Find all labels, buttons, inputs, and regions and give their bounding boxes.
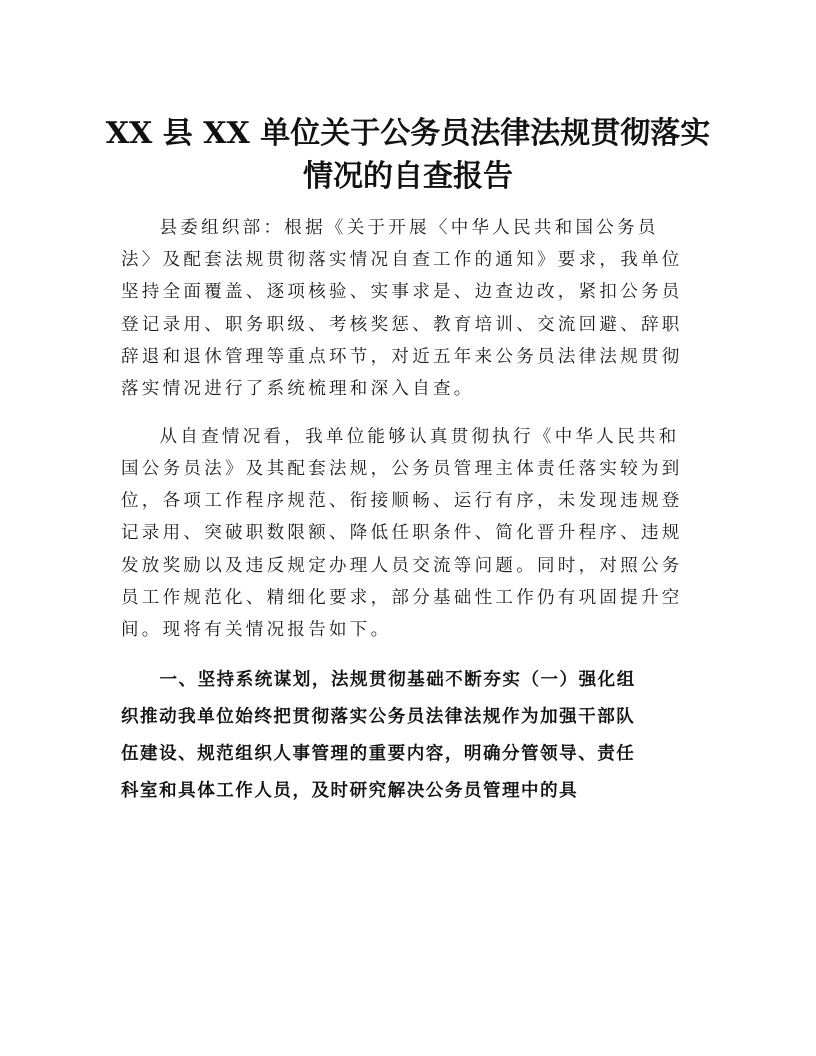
paragraph-line: 间。现将有关情况报告如下。 — [121, 619, 392, 640]
title-line-1: XX 县 XX 单位关于公务员法律法规贯彻落实 — [105, 116, 711, 151]
section-line: 伍建设、规范组织人事管理的重要内容，明确分管领导、责任 — [121, 743, 636, 764]
section-line: 科室和具体工作人员，及时研究解决公务员管理中的具 — [121, 780, 579, 801]
section-heading-1 — [121, 662, 696, 810]
paragraph-line: 坚持全面覆盖、逐项核验、实事求是、边查边改，紧扣公务员 — [121, 282, 683, 303]
paragraph-line: 员工作规范化、精细化要求，部分基础性工作仍有巩固提升空 — [121, 587, 683, 608]
paragraph-line: 辞退和退休管理等重点环节，对近五年来公务员法律法规贯彻 — [121, 346, 683, 367]
paragraph-line: 从自查情况看，我单位能够认真贯彻执行《中华人民共和 — [159, 426, 680, 447]
paragraph-line: 位，各项工作程序规范、衔接顺畅、运行有序，未发现违规登 — [121, 491, 683, 512]
paragraph-line: 记录用、突破职数限额、降低任职条件、简化晋升程序、违规 — [121, 523, 683, 544]
paragraph-line: 县委组织部：根据《关于开展〈中华人民共和国公务员 — [159, 218, 659, 238]
title-line-2: 情况的自查报告 — [303, 159, 513, 194]
paragraph-intro — [121, 212, 696, 405]
paragraph-summary — [121, 421, 696, 646]
paragraph-line: 发放奖励以及违反规定办理人员交流等问题。同时，对照公务 — [121, 555, 683, 576]
section-line: 一、坚持系统谋划，法规贯彻基础不断夯实（一）强化组 — [159, 669, 636, 690]
section-line: 织推动我单位始终把贯彻落实公务员法律法规作为加强干部队 — [121, 706, 636, 727]
paragraph-line: 落实情况进行了系统梳理和深入自查。 — [121, 379, 475, 400]
paragraph-line: 登记录用、职务职级、考核奖惩、教育培训、交流回避、辞职 — [121, 314, 683, 335]
paragraph-line: 国公务员法》及其配套法规，公务员管理主体责任落实较为到 — [121, 458, 683, 479]
document-body — [121, 212, 696, 825]
paragraph-line: 法〉及配套法规贯彻落实情况自查工作的通知》要求，我单位 — [121, 250, 683, 271]
document-title — [100, 112, 716, 198]
